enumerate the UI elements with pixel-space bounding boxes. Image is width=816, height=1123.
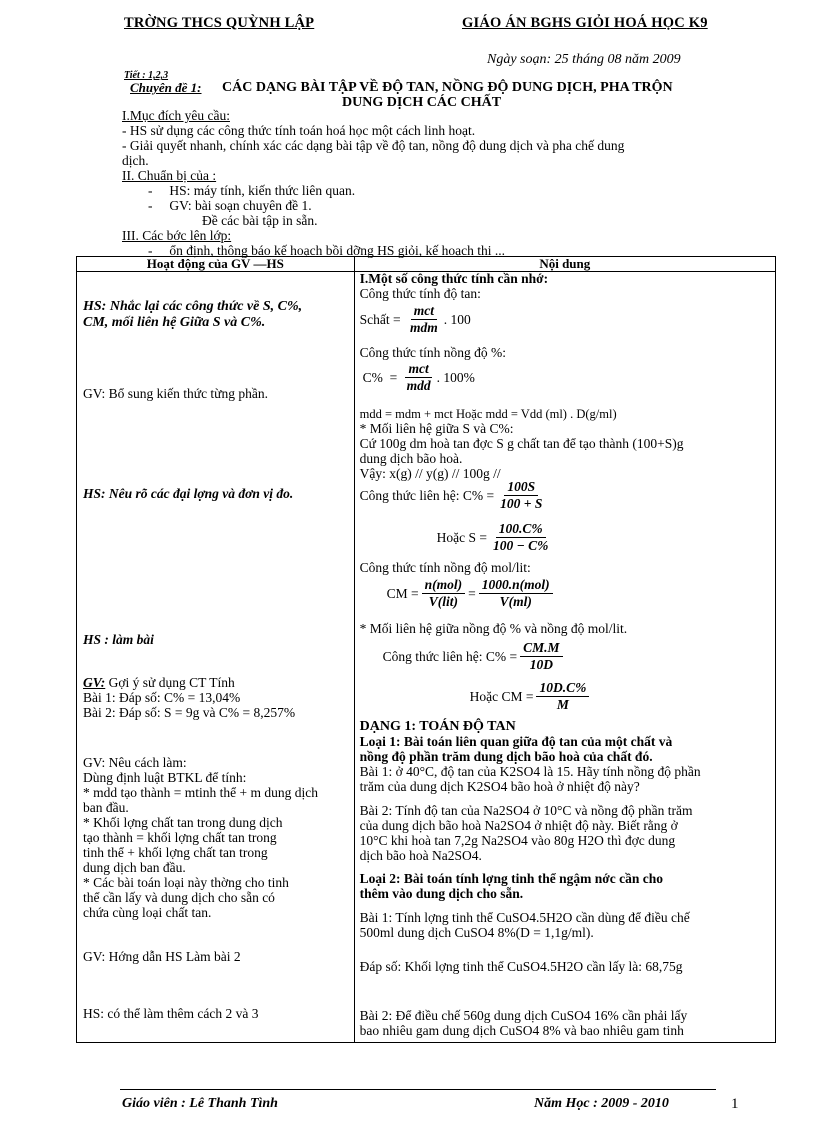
l2-bai1-block bbox=[360, 910, 772, 940]
activity-column-header: Hoạt động của GV —HS bbox=[77, 257, 354, 272]
lesson-table bbox=[76, 256, 776, 1043]
frac1-num: mct bbox=[411, 303, 437, 320]
times-100-pct: . 100% bbox=[436, 369, 475, 385]
left-gv3e: tạo thành = khối lợng chất tan trong bbox=[83, 830, 277, 845]
left-gv2: GV: Gợi ý sử dụng CT Tính bbox=[83, 675, 235, 690]
frac6-num: 1000.n(mol) bbox=[479, 577, 553, 594]
formula-lien-he bbox=[360, 479, 549, 512]
cac-buoc-heading: III. Các bớc lên lớp: bbox=[122, 228, 232, 243]
frac2-num: mct bbox=[405, 361, 431, 378]
mdd-line: mdd = mdm + mct Hoặc mdd = Vdd (ml) . D(g/ml) bbox=[359, 407, 617, 421]
frac4-num: 100.C% bbox=[496, 521, 546, 538]
frac3-den: 100 + S bbox=[500, 496, 543, 511]
l1-bai2-block bbox=[360, 803, 772, 863]
ct-lien-he2-label: Công thức liên hệ: C% = bbox=[382, 648, 518, 664]
header-title: GIÁO ÁN BGHS GIỎI HOÁ HỌC K9 bbox=[462, 15, 708, 31]
loai2a: Loại 2: Bài toán tính lợng tinh thể ngậm nớc cần cho bbox=[359, 871, 663, 886]
on-dinh-text: ổn định, thông báo kế hoạch bồi dỡng HS giỏi, kế hoạch thi ... bbox=[169, 243, 505, 258]
left-gv2-text: Gợi ý sử dụng CT Tính bbox=[108, 675, 235, 690]
lien-he2: * Mối liên hệ giữa nồng độ % và nồng độ mol/lit. bbox=[359, 621, 628, 636]
frac-mct-mdd bbox=[404, 361, 434, 394]
left-gv3c: ban đầu. bbox=[83, 800, 129, 815]
frac8-num: 10D.C% bbox=[536, 680, 589, 697]
frac-10dc-m bbox=[536, 680, 589, 713]
left-gv3f: tinh thể + khối lợng chất tan trong bbox=[83, 845, 268, 860]
left-bai2: Bài 2: Đáp số: S = 9g và C% = 8,257% bbox=[83, 705, 296, 720]
l1-bai1b: trăm của dung dịch K2SO4 bão hoà ở nhiệt độ này? bbox=[359, 779, 640, 794]
hoac-s-label: Hoặc S = bbox=[436, 529, 487, 545]
content-column-header: Nội dung bbox=[355, 257, 775, 272]
loai1b: nồng độ phần trăm dung dịch bão hoà của chất đó. bbox=[359, 749, 653, 764]
left-hs3: HS : làm bài bbox=[83, 632, 154, 647]
muc-dich-1: - HS sử dụng các công thức tính toán hoá học một cách linh hoạt. bbox=[122, 123, 476, 138]
frac4-den: 100 − C% bbox=[492, 538, 549, 553]
dung-dich-bao-hoa: dung dịch bão hoà. bbox=[359, 451, 463, 466]
l2-bai1a: Bài 1: Tính lợng tinh thể CuSO4.5H2O cần dùng để điều chế bbox=[359, 910, 690, 925]
frac7-den: 10D bbox=[529, 657, 553, 672]
loai1-block bbox=[360, 734, 772, 764]
left-gv4: GV: Hớng dẫn HS Làm bài 2 bbox=[83, 949, 241, 964]
frac-n-v bbox=[422, 577, 466, 610]
muc-dich-heading: I.Mục đích yêu cầu: bbox=[122, 108, 230, 123]
frac8-den: M bbox=[556, 697, 569, 712]
left-hs4: HS: có thể làm thêm cách 2 và 3 bbox=[83, 1006, 259, 1021]
loai2-block bbox=[360, 871, 772, 901]
dap-so: Đáp số: Khối lợng tinh thể CuSO4.5H2O cần lấy là: 68,75g bbox=[359, 959, 683, 974]
on-dinh: - ổn định, thông báo kế hoạch bồi dỡng HS giỏi, kế hoạch thi ... bbox=[148, 243, 505, 258]
muc-dich-2b: dịch. bbox=[122, 153, 149, 168]
frac6-den: V(ml) bbox=[499, 594, 532, 609]
lien-he: * Mối liên hệ giữa S và C%: bbox=[359, 421, 514, 436]
frac2-den: mdd bbox=[406, 378, 431, 393]
loai2b: thêm vào dung dịch cho sẵn. bbox=[359, 886, 524, 901]
formula-lien-he2 bbox=[383, 640, 566, 673]
content-column bbox=[354, 257, 775, 1043]
l1-bai2b: của dung dịch bão hoà Na2SO4 ở nhiệt độ này. Biết rằng ở bbox=[359, 818, 678, 833]
footer-rule bbox=[120, 1089, 716, 1090]
frac5-den: V(lit) bbox=[428, 594, 458, 609]
chuan-bi-hs: - HS: máy tính, kiến thức liên quan. bbox=[148, 183, 356, 198]
frac-cm-m bbox=[520, 640, 562, 673]
chuan-bi-gv2: Đề các bài tập in sẵn. bbox=[202, 213, 318, 228]
left-gv3b: * mdd tạo thành = mtinh thể + m dung dịch bbox=[83, 785, 318, 800]
frac1-den: mdm bbox=[409, 320, 438, 335]
l1-bai1a: Bài 1: ở 40°C, độ tan của K2SO4 là 15. Hãy tính nồng độ phần bbox=[359, 764, 701, 779]
formula-cpct: C% = $\frac{\text{mct}}{\text{mdd}}$ . 100% bbox=[362, 361, 475, 393]
vay-line: Vậy: x(g) // y(g) // 100g // bbox=[359, 466, 501, 481]
footer-school-year: Năm Học : 2009 - 2010 bbox=[534, 1096, 669, 1111]
formula-hoac-cm bbox=[470, 680, 593, 713]
tiet-label: Tiết : 1,2,3 bbox=[124, 70, 169, 81]
footer-teacher: Giáo viên : Lê Thanh Tình bbox=[122, 1096, 278, 1111]
dang1-heading: DẠNG 1: TOÁN ĐỘ TAN bbox=[359, 719, 516, 734]
frac7-num: CM.M bbox=[520, 640, 562, 657]
page-number: 1 bbox=[731, 1096, 739, 1112]
l2-bai2b: bao nhiêu gam dung dịch CuSO4 8% và bao nhiêu gam tinh bbox=[359, 1023, 684, 1038]
sec1-heading: I.Một số công thức tính cần nhớ: bbox=[359, 271, 549, 286]
left-gv3i: thể cần lấy và dung dịch cho sẵn có bbox=[83, 890, 275, 905]
s-chat-label: Schất bbox=[359, 311, 390, 327]
left-gv3: GV: Nêu cách làm: bbox=[83, 755, 187, 770]
lien-he-block bbox=[360, 421, 770, 481]
left-gv3j: chứa cùng loại chất tan. bbox=[83, 905, 212, 920]
left-hs1: HS: Nhắc lại các công thức về S, C%, bbox=[83, 299, 303, 314]
left-hs2: HS: Nêu rõ các đại lợng và đơn vị đo. bbox=[83, 486, 294, 501]
l1-bai2c: 10°C khi hoà tan 7,2g Na2SO4 vào 80g H2O thì đợc dung bbox=[359, 833, 676, 848]
chuan-bi-gv-text: GV: bài soạn chuyên đề 1. bbox=[169, 198, 312, 213]
frac-1000n-v bbox=[479, 577, 553, 610]
header-school: TRỜNG THCS QUỲNH LẬP bbox=[124, 15, 315, 31]
formula-s: Schất = $\frac{\text{mct}}{\text{mdm}}$ . 100 bbox=[359, 303, 471, 335]
chuyen-de-title-1: CÁC DẠNG BÀI TẬP VỀ ĐỘ TAN, NỒNG ĐỘ DUNG DỊCH, PHA TRỘN bbox=[222, 80, 673, 95]
frac-mct-mdm bbox=[407, 303, 441, 336]
l2-bai2a: Bài 2: Để điều chế 560g dung dịch CuSO4 16% cần phải lấy bbox=[359, 1008, 688, 1023]
chuan-bi-gv: - GV: bài soạn chuyên đề 1. bbox=[148, 198, 312, 213]
times-100: . 100 bbox=[443, 311, 471, 327]
chuan-bi-hs-text: HS: máy tính, kiến thức liên quan. bbox=[169, 183, 356, 198]
ct-mol: Công thức tính nồng độ mol/lit: bbox=[359, 560, 531, 575]
frac3-num: 100S bbox=[504, 479, 538, 496]
date-line: Ngày soạn: 25 tháng 08 năm 2009 bbox=[487, 52, 681, 67]
l1-bai2d: dịch bão hoà Na2SO4. bbox=[359, 848, 482, 863]
left-gv3g: dung dịch ban đầu. bbox=[83, 860, 186, 875]
l1-bai2a: Bài 2: Tính độ tan của Na2SO4 ở 10°C và nồng độ phần trăm bbox=[359, 803, 693, 818]
frac-100c bbox=[490, 521, 551, 554]
left-gv1: GV: Bổ sung kiến thức từng phần. bbox=[83, 386, 268, 401]
left-hs1b: CM, mối liên hệ Giữa S và C%. bbox=[83, 315, 266, 330]
formula-hoac-s bbox=[437, 521, 555, 554]
c-pct-label: C% bbox=[362, 369, 383, 385]
cu-100g: Cứ 100g dm hoà tan đợc S g chất tan để tạo thành (100+S)g bbox=[359, 436, 684, 451]
chuyen-de-label: Chuyên đề 1: bbox=[130, 80, 202, 95]
chuan-bi-heading: II. Chuẩn bị của : bbox=[122, 168, 217, 183]
chuyen-de-title-2: DUNG DỊCH CÁC CHẤT bbox=[342, 95, 502, 110]
left-gv3-block bbox=[83, 755, 345, 920]
l1-bai1-block bbox=[360, 764, 772, 794]
cm-label: CM = bbox=[386, 585, 419, 601]
ct-lien-he-label: Công thức liên hệ: C% = bbox=[359, 487, 495, 503]
equals-sign: = bbox=[468, 585, 476, 601]
loai1a: Loại 1: Bài toán liên quan giữa độ tan của một chất và bbox=[359, 734, 673, 749]
frac5-num: n(mol) bbox=[422, 577, 466, 594]
hoac-cm-label: Hoặc CM = bbox=[469, 688, 534, 704]
muc-dich-2a: - Giải quyết nhanh, chính xác các dạng bài tập về độ tan, nồng độ dung dịch và pha chế dung bbox=[122, 138, 625, 153]
l2-bai2-block bbox=[360, 1008, 772, 1038]
frac-100s bbox=[497, 479, 545, 512]
left-gv3d: * Khối lợng chất tan trong dung dịch bbox=[83, 815, 283, 830]
left-gv3h: * Các bài toán loại này thờng cho tinh bbox=[83, 875, 289, 890]
left-gv2-block bbox=[83, 675, 295, 720]
l2-bai1b: 500ml dung dịch CuSO4 8%(D = 1,1g/ml). bbox=[359, 925, 594, 940]
cong-thuc-nong-do: Công thức tính nồng độ %: bbox=[359, 345, 507, 360]
left-bai1: Bài 1: Đáp số: C% = 13,04% bbox=[83, 690, 241, 705]
cong-thuc-do-tan: Công thức tính độ tan: bbox=[359, 286, 481, 301]
intro-block bbox=[122, 108, 624, 258]
left-gv3a: Dùng định luật BTKL để tính: bbox=[83, 770, 247, 785]
formula-cm bbox=[387, 577, 556, 610]
activity-column bbox=[77, 257, 355, 1043]
